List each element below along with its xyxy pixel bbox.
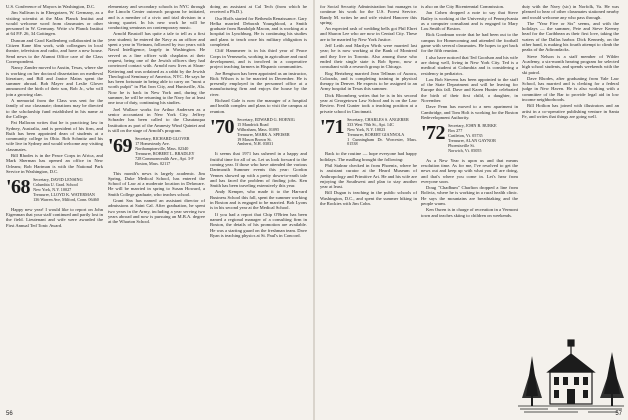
paragraph: U.S. Conference of Mayors in Washington, D.C. [6,4,96,9]
paragraph: Lou Bob Stevens has been appointed to the staff of the State Department and will be leaving for Europe this fall. Dave and Karen Hunter celebrated the birth of their first child, a daughter, in November. [421,76,518,104]
right-column-2 [421,4,518,219]
paragraph: Dave Rhodes, after graduating from Yale Law School, has married and is clerking for a federal judge in New Haven. He is also working with a committee of the Bar to provide legal aid in low income neighborhoods. [522,75,619,103]
paragraph: is also on the City Bicentennial Commission. [421,4,505,9]
class-year: '71 [320,115,345,138]
paragraph: Bill Dugan is teaching in the public schools of Washington, D.C., and spent the summer hiking in the Rockies with Jim Cohn. [320,190,417,207]
class-heading-72 [421,124,518,153]
paragraph: Phil Stalnnr checked in from Phoenix, where he is assistant curator at the Heard Museum of Anthropology and Primitive Art. He and his wife are enjoying the Southwest and plan to stay another year at least. [320,162,417,190]
paragraph: Grant Sax has named an assistant director of admissions at Saint Cal. After graduation, he spent two years in the Army, including a year serving two years abroad and now is pursuing an M.B.A. degree at the Wharton School. [108,198,205,225]
class-heading-70 [210,115,307,147]
paragraph: Dick Bloomberg writes that he is in his second year at Georgetown Law School and is on the Law Review. Fred Gunter took a teaching position at a private school in Cincinnati. [320,92,417,114]
class-officers: Secretary, EDWARD G. HOENIG 15 Mandrick Road Wilbraham, Mass. 01095 Treasurer, MARK A. SPEISER 19 Mason Brown St. Amherst, N.H. 03031 [237,116,295,147]
class-year: '70 [210,115,235,138]
paragraph: doing an assistant at Cal Tech (from which he received a Ph.D.). [210,4,307,15]
paragraph: A memorial from the Class was sent for the family of our classmate; donations may be directed to the scholarship fund established in his name at the College. [6,98,103,119]
right-column-1 [320,4,417,207]
paragraph: Dave Fenn has moved to a new apartment in Cambridge, and Tom Holt is working for the Boston Redevelopment Authority. [421,104,518,120]
paragraph: Happy new year! I would like to report on John Eigenman that your staff continued and partly lost in the field. Lieutenant and wife were awarded the First Annual Ted Tonic Award. [6,206,103,228]
paragraph: The "Year Five or Six" seems, and with the holidays — the summer, Pete and Steve Keeney head for the Caribbean as their first love, taking the waters of the Dallas harbor. Dick Kennedy, on the other hand, is making his fourth attempt to climb the peaks of the Adirondacks. [522,20,619,53]
paragraph: Rog Hertzberg married Jean Tellman of Aurora, Colorado, and is completing training in physical therapy in Denver. He expects to be assigned to an Army hospital in Texas this summer. [320,70,417,92]
paragraph: for Social Security Administration but manages to continue his work for the U.S. Forest Service. Randy M. writes he and wife visited Hanover this spring. [320,4,417,25]
paragraph: This month's news is largely academic. Jim Spring, Duke Medical School, has entered the School of Law at a moderate location in Delaware. He will be married in spring to Susan Howard, a Smith College graduate, who teaches school. [108,170,205,197]
left-column-1 [6,4,103,229]
paragraph: It seems that 1971 has ushered in a happy and fruitful time for all of us. Let us look forward to the coming year. If those who have attended the various Dartmouth Summer events this year: Gordon Vennes showed up with a pretty down-to-earth tale and has faced the problem of finding jobs. Ken Smith has been traveling extensively this year. [210,151,307,189]
paragraph: Doug "Chadbum" Charlton dropped a line from Bolivia, where he is working in a rural health clinic. He says the mountains are breathtaking and the people warm. [421,185,518,207]
paragraph: Back to the routine — hope everyone had happy holidays. The mailbag brought the following: [320,151,417,162]
paragraph: Pat Halloran writes that he is practicing law in Sydney, Australia, and is president of his firm, and Ruth has been appointed dean of students at a community college in Ohio. Bob Schmitz and his wife live in Sydney and would welcome any visiting classmates. [6,120,103,152]
paragraph: If you had a report that Chip O'Brien has been named a regional manager of a consulting firm in Boston, the details of his promotion are available. He was a starting guard on the freshman team. Dave Ryan is teaching physics at St. Paul's in Concord. [210,211,307,238]
paragraph: Steve Nelson is a staff member of Wilder Academy, a six-month hearing program for selected high school students, and spends weekends with the ski patrol. [522,53,619,75]
page-number-left: 56 [6,411,13,417]
left-column-3 [210,4,307,239]
class-officers: Secretary, DAVID LENSING Columbia U. Grad. School New York, N.Y. 10027 Treasurer, LLOYD K. WATERMAN 136 Warren Ave, Milford, Conn. 06460 [33,177,99,202]
class-officers: Secretary, RICHARD GLOVER 17 Homesteady Ave. Northamptonville, Mass. 02340 Treasurer, ROBERT L. BRADLEY 728 Commonwealth Ave., Apt. 3-F Boston, Mass. 02117 [135,136,195,166]
paragraph: Bill Rhodes is in the Peace Corps in Africa, and Mark Sherman has opened an office in New Orleans; Bob Hartman is with the National Park Service in Washington, D.C. [6,153,103,174]
paragraph: Ken Ouren is in charge of recreation in a Vermont town and teaches skiing to children on weekends. [421,207,518,218]
left-column-2 [108,4,205,226]
paragraph: Rick Goodman wrote that he had been out to the campus for Homecoming and attended the football game with several classmates. He hopes to get back for the fifth reunion. [421,32,518,54]
paragraph: elementary and secondary schools in NYC through the Lincoln Center outreach program he initiated, and is a member of a civic and trial division in a strong quartet. In his new work he will be conducting seminars on contemporary music. [108,4,205,31]
class-year: '72 [421,122,446,145]
paragraph: Jeff Leith and Marilyn Wirth were married last year; he is now working at the Bank of Montreal and they live in Toronto. Also among those who ended their single state is Bob Spero, now a consultant with a research group in Chicago. [320,43,417,70]
class-heading-71 [320,115,417,147]
class-heading-69 [108,137,205,166]
class-officers: Secretary, CHARLES S. ANGERER 333 West 70th St., Apt. 14C New York, N.Y. 10023 Treasurer, ROBERT GIANNOLA 1 Cunningham Dr. Worcester, Mass. 01538 [347,116,417,147]
right-column-3 [522,4,619,334]
class-year: '69 [108,135,133,158]
page-gutter [313,0,315,420]
paragraph: Arnold Brustoff has quite a tale to tell as a first year student; he entered the Navy as an officer and spent a year in Vietnam, followed by two years with Naval Intelligence, largely in Washington. He served as a line officer with chaplains at their request, being one of the Jewish officers they had convinced contact with. Arnold now lives at Sloan-Kettering and was ordained as a rabbi by the Jewish Theological Seminary of America, NYC. He says he has been fortunate in being able to carry on "most a worth pulpit" in Flat Iron City, and Huntsville, Ala. Now he is back in New York and, during the summer, he will be returning to the Navy for at least one tour of duty, continuing his studies. [108,31,205,106]
paragraph: duty with the Navy (sic) in Norfolk, Va. He was pleased to hear of other classmates stationed nearby and would welcome any who pass through. [522,4,619,20]
paragraph: Duncan and Carol Kadlenberg collaborated in the Citizen Kane film work, with colleagues in local theatre, television and radio, and have a new house. Send news to the Alumni Office care of the Class Correspondent. [6,37,103,64]
paragraph: Andy Kemper, who made it to the Harvard Business School this fall, spent the summer working in Boston and is engaged to be married. Bob Lyons is in his second year at the Medical School. [210,189,307,211]
paragraph: An expected rash of wedding bells got Phil Ehret and Sharon Lee who are now in Central City. These are to be married by New York Justice. [320,26,417,42]
paragraph: Joe Bengtson has been appointed as an instructor, Rick Wilson is to be married in December. He is presently employed in the personnel office at a manufacturing firm and enjoys the house by the river. [210,70,307,97]
paragraph: Nancy Zander moved to Austin, Texas, where she is working on her doctoral dissertation on medieval literature, and Bill and Janice Mains spent the summer abroad. Bob Mayer and Leslie Glover announced the birth of their son, Bob Jr., who will join a growing clan. [6,65,103,97]
paragraph: As a New Year is upon us and that means resolution time. As for me, I've resolved to get the news out and keep up with what you all are doing, and that's where you come in. Let's hear from everyone soon. [421,157,518,184]
class-year: '68 [6,176,31,199]
paragraph: I also have noticed that Ted Goodson and his wife are doing well, living in New York City. Ted is a medical student at Columbia and is considering a residency in pediatrics. [421,54,518,76]
paragraph: Richard Gale is now the manager of a hospital and health complex and plans to visit the campus at reunion. [210,98,307,114]
paragraph: Bill Hotlion has joined with illustrators and an artist in a co-operative publishing venture in Santa Fe, and writes that things are going well. [522,103,619,119]
class-officers: Secretary, JOHN B. BURKE Box 277 Castleton, Vt. 05735 Treasurer, ALAN GAYNOR Phoenixville St. Norwich, Vt. 05055 [448,123,497,153]
paragraph: Jim Sullivan is in Ebergotzen, W. Germany, as a visiting scientist at the Max Planck Institut and would welcome word from classmates or other personnel in W. Germany. Write c/o Planck Institut at 64 P.F. 26, 34 Gottingen. [6,10,103,37]
paragraph: Our Hoffs started for Bethesda Renaissance. Gary Hefka married Deborah Youngblood, a Smith graduate from Randolph Macon, and is working at a hospital in Lynchburg. He is continuing his studies and plans to teach once his military obligation is completed. [210,15,307,48]
paragraph: Jan Cohen dropped a note to say that Steve Bailey is working at the University of Pennsylvania as a computer consultant and is engaged to Mary Lou Smith of Boston. [421,10,518,32]
page-number-right: 57 [615,411,622,417]
paragraph: Cliff Hammerer is in his third year of Peace Corps in Venezuela, working in agriculture and rural development, and is involved in a cooperative project teaching farmers in Hispanic communities. [210,48,307,70]
class-heading-68 [6,178,103,203]
paragraph: Joel Wallace works for Arthur Andersen as a senior accountant in New York City. Jeffrey Schrader has been called to the Chautauqua Institution as part of the Amnesty Wind Quintet and is still on the stage of Arnold's program. [108,106,205,133]
campus-woodcut-illustration [518,336,624,414]
